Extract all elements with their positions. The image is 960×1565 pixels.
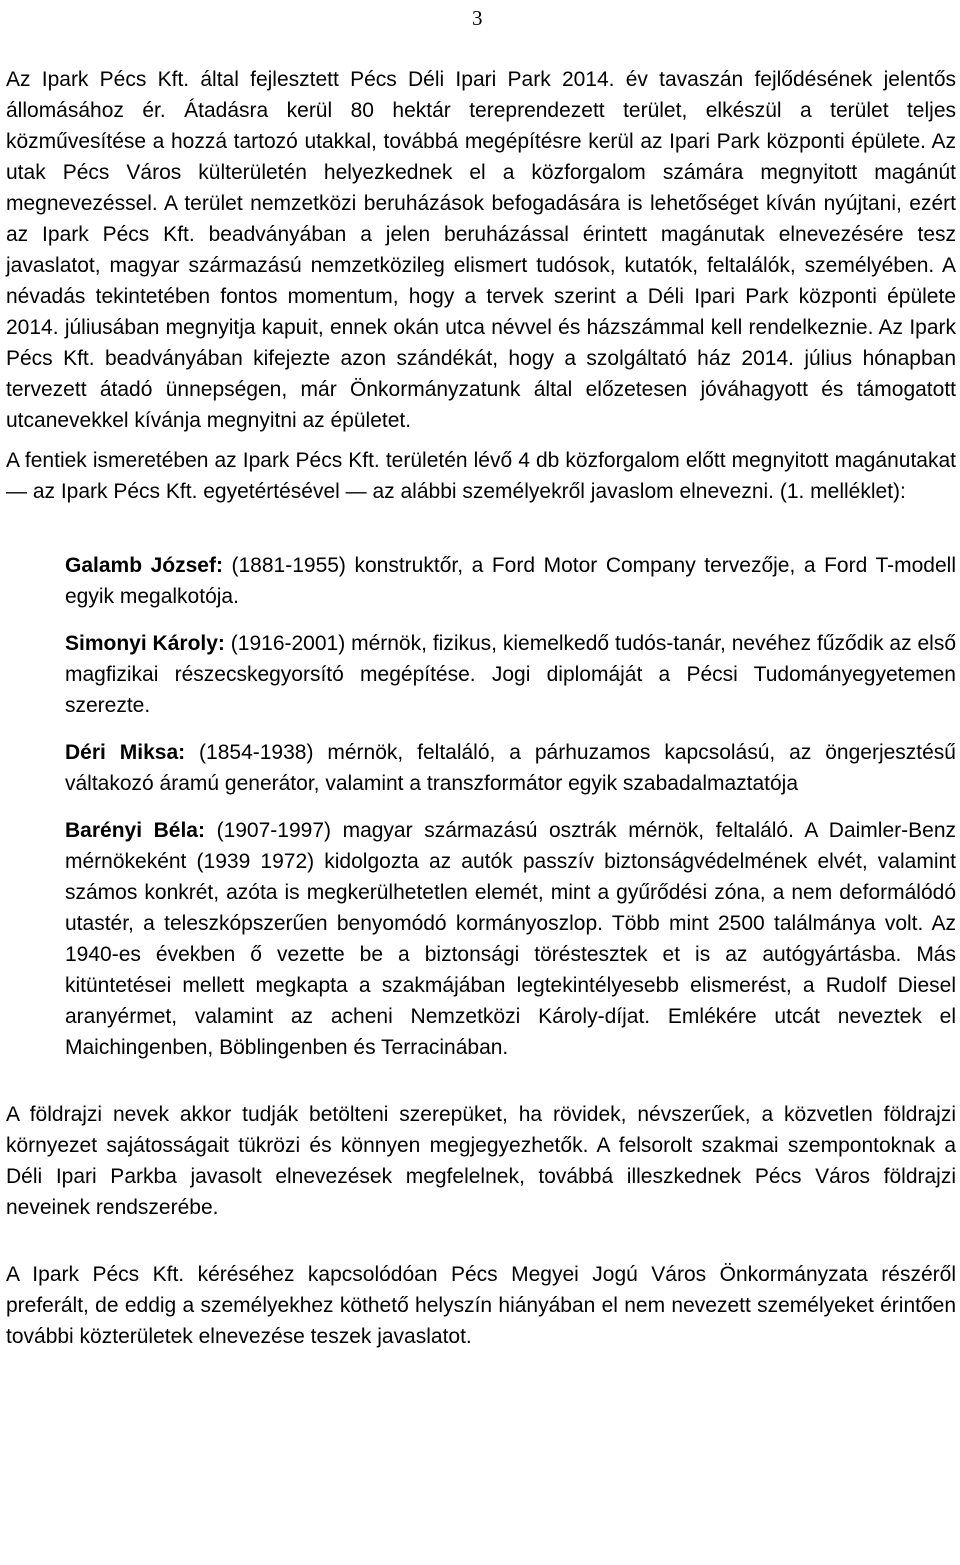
person-entry	[65, 550, 956, 612]
geo-names-paragraph: A földrajzi nevek akkor tudják betölteni szerepüket, ha rövidek, névszerűek, a közvetlen földrajzi környezet sajátosságait tükrözi és könnyen megjegyezhetők. A felsorolt szakmai szempontoknak a Déli Ipari Parkba javasolt elnevezések megfelelnek, továbbá illeszkednek Pécs Város földrajzi neveinek rendszerébe.	[6, 1103, 956, 1219]
person-name: Barényi Béla:	[65, 819, 205, 842]
person-description: (1854-1938) mérnök, feltaláló, a párhuzamos kapcsolású, az öngerjesztésű váltakozó áramú generátor, valamint a transzformátor egyik szabadalmaztatója	[65, 741, 956, 795]
person-entry	[65, 737, 956, 799]
person-description: (1916-2001) mérnök, fizikus, kiemelkedő tudós-tanár, nevéhez fűződik az első magfizikai részecskegyorsító megépítése. Jogi diplomáját a Pécsi Tudományegyetemen szerezte.	[65, 632, 956, 717]
person-description: (1881-1955) konstruktőr, a Ford Motor Company tervezője, a Ford T-modell egyik megalkotója.	[65, 554, 956, 608]
person-description: (1907-1997) magyar származású osztrák mérnök, feltaláló. A Daimler-Benz mérnökeként (1939 1972) kidolgozta az autók passzív biztonságvédelmének elvét, valamint számos konkrét, azóta is megkerülhetetlen elemét, mint a gyűrődési zóna, a nem deformálódó utastér, a teleszkópszerűen benyomódó kormányoszlop. Több mint 2500 találmánya volt. Az 1940-es években ő vezette be a biztonsági töréstesztek et is az autógyártásba. Más kitüntetései mellett megkapta a szakmájában legtekintélyesebb elismerést, a Rudolf Diesel aranyérmet, valamint az acheni Nemzetközi Károly-díjat. Emlékére utcát neveztek el Maichingenben, Böblingenben és Terracinában.	[65, 819, 956, 1059]
closing-paragraph: A Ipark Pécs Kft. kéréséhez kapcsolódóan Pécs Megyei Jogú Város Önkormányzata részéről preferált, de eddig a személyekhez köthető helyszín hiányában el nem nevezett személyeket érintően további közterületek elnevezése teszek javaslatot.	[6, 1263, 956, 1348]
person-name: Déri Miksa:	[65, 741, 186, 764]
proposal-paragraph: A fentiek ismeretében az Ipark Pécs Kft. területén lévő 4 db közforgalom előtt megnyitott magánutakat — az Ipark Pécs Kft. egyetértésével — az alábbi személyekről javaslom elnevezni. (1. melléklet):	[6, 449, 956, 503]
person-name: Galamb József:	[65, 554, 223, 577]
person-name: Simonyi Károly:	[65, 632, 225, 655]
persons-list	[65, 550, 956, 1063]
person-entry	[65, 815, 956, 1063]
page-number: 3	[472, 6, 483, 30]
document-body	[6, 64, 956, 1352]
person-entry	[65, 628, 956, 721]
intro-paragraph: Az Ipark Pécs Kft. által fejlesztett Pécs Déli Ipari Park 2014. év tavaszán fejlődésének jelentős állomásához ér. Átadásra kerül 80 hektár tereprendezett terület, elkészül a terület teljes közművesítése a hozzá tartozó utakkal, továbbá megépítésre kerül az Ipari Park központi épülete. Az utak Pécs Város külterületén helyezkednek el a közforgalom számára megnyitott magánút megnevezéssel. A terület nemzetközi beruházások befogadására is lehetőséget kíván nyújtani, ezért az Ipark Pécs Kft. beadványában a jelen beruházással érintett magánutak elnevezésére tesz javaslatot, magyar származású nemzetközileg elismert tudósok, kutatók, feltalálók, személyében. A névadás tekintetében fontos momentum, hogy a tervek szerint a Déli Ipari Park központi épülete 2014. júliusában megnyitja kapuit, ennek okán utca névvel és házszámmal kell rendelkeznie. Az Ipark Pécs Kft. beadványában kifejezte azon szándékát, hogy a szolgáltató ház 2014. július hónapban tervezett átadó ünnepségen, már Önkormányzatunk által előzetesen jóváhagyott és támogatott utcanevekkel kívánja megnyitni az épületet.	[6, 68, 956, 432]
